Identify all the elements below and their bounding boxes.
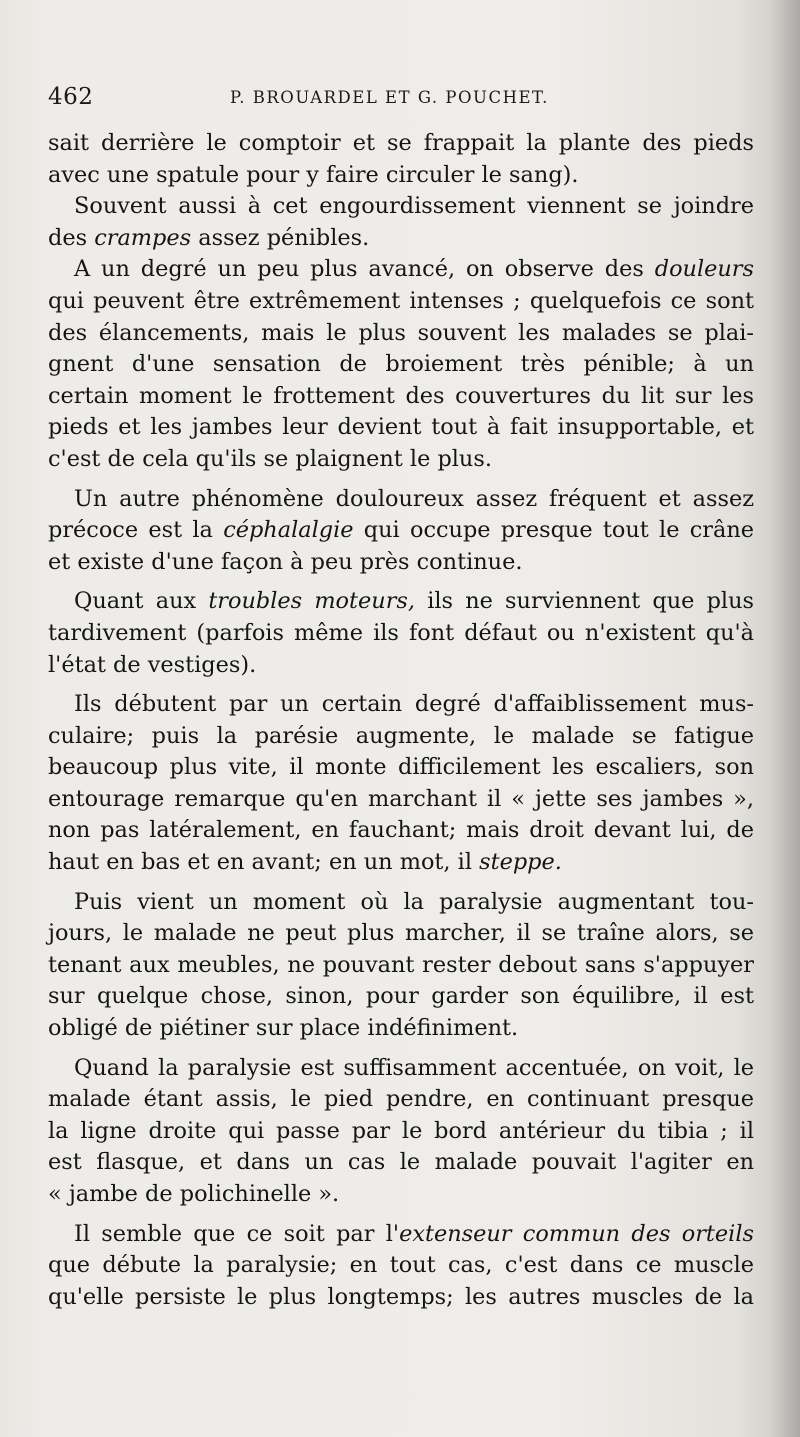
text-line: tenant aux meubles, ne pouvant rester debout sans s'appuyer [48, 951, 754, 978]
text-line: tardivement (parfois même ils font défaut ou n'existent qu'à [48, 619, 754, 646]
text-line: culaire; puis la parésie augmente, le malade se fatigue [48, 722, 754, 749]
italic-term: douleurs [654, 256, 754, 283]
text-line: est flasque, et dans un cas le malade pouvait l'agiter en [48, 1149, 754, 1176]
paragraph-start: Puis vient un moment où la paralysie augmentant tou- [74, 888, 754, 915]
paragraph-start [48, 1219, 754, 1251]
paragraph-start: Un autre phénomène douloureux assez fréquent et assez [74, 485, 754, 512]
text-line [48, 223, 754, 255]
text-line: malade étant assis, le pied pendre, en continuant presque [48, 1086, 754, 1113]
text-line [48, 847, 754, 879]
text-run: des [48, 224, 95, 251]
italic-term: steppe. [479, 849, 562, 876]
paragraph-start [48, 586, 754, 618]
paragraph-start: Ils débutent par un certain degré d'affaiblissement mus- [74, 691, 754, 718]
page-header [48, 84, 748, 124]
text-line: l'état de vestiges). [48, 651, 257, 678]
text-run: Quant aux [74, 588, 209, 615]
text-line: des élancements, mais le plus souvent les malades se plai- [48, 319, 754, 346]
text-run: qui occupe presque tout le crâne [353, 517, 754, 544]
italic-term: crampes [94, 224, 192, 251]
paragraph-start: Quand la paralysie est suffisamment accentuée, on voit, le [74, 1054, 754, 1081]
text-line: jours, le malade ne peut plus marcher, il se traîne alors, se [48, 920, 754, 947]
text-run: ils ne surviennent que plus [415, 588, 754, 615]
text-line [48, 515, 754, 547]
text-line: beaucoup plus vite, il monte difficilement les escaliers, son [48, 754, 754, 781]
text-line: obligé de piétiner sur place indéfiniment. [48, 1015, 519, 1042]
text-line: certain moment le frottement des couvertures du lit sur les [48, 382, 754, 409]
text-line: sur quelque chose, sinon, pour garder son équilibre, il est [48, 983, 754, 1010]
italic-term: céphalalgie [223, 517, 354, 544]
text-line: la ligne droite qui passe par le bord antérieur du tibia ; il [48, 1117, 754, 1144]
paragraph-start: Souvent aussi à cet engourdissement viennent se joindre [74, 193, 754, 220]
italic-term: extenseur commun des orteils [399, 1220, 754, 1247]
paragraph-start [48, 254, 754, 286]
text-line: avec une spatule pour y faire circuler le sang). [48, 161, 579, 188]
text-line: gnent d'une sensation de broiement très pénible; à un [48, 351, 754, 378]
text-line: qu'elle persiste le plus longtemps; les autres muscles de la [48, 1283, 754, 1310]
italic-term: troubles moteurs, [208, 588, 416, 615]
text-run: précoce est la [48, 517, 224, 544]
running-head: P. BROUARDEL ET G. POUCHET. [230, 88, 549, 107]
text-line: entourage remarque qu'en marchant il « jette ses jambes », [48, 785, 754, 812]
text-line: qui peuvent être extrêmement intenses ; quelquefois ce sont [48, 287, 754, 314]
text-run: assez pénibles. [191, 224, 370, 251]
text-run: A un degré un peu plus avancé, on observe des [74, 256, 655, 283]
page-number: 462 [48, 84, 94, 110]
text-line: sait derrière le comptoir et se frappait la plante des pieds [48, 130, 754, 156]
text-line: et existe d'une façon à peu près continue. [48, 548, 523, 575]
text-line: non pas latéralement, en fauchant; mais droit devant lui, de [48, 817, 754, 844]
text-line: que débute la paralysie; en tout cas, c'est dans ce muscle [48, 1252, 754, 1279]
text-line: c'est de cela qu'ils se plaignent le plus. [48, 445, 492, 472]
body-text [48, 128, 754, 1313]
text-run: Il semble que ce soit par l' [74, 1220, 400, 1247]
text-run: haut en bas et en avant; en un mot, il [48, 849, 480, 876]
page-edge-shadow [770, 0, 800, 1437]
text-line: pieds et les jambes leur devient tout à fait insupportable, et [48, 414, 754, 441]
text-line: « jambe de polichinelle ». [48, 1181, 340, 1207]
